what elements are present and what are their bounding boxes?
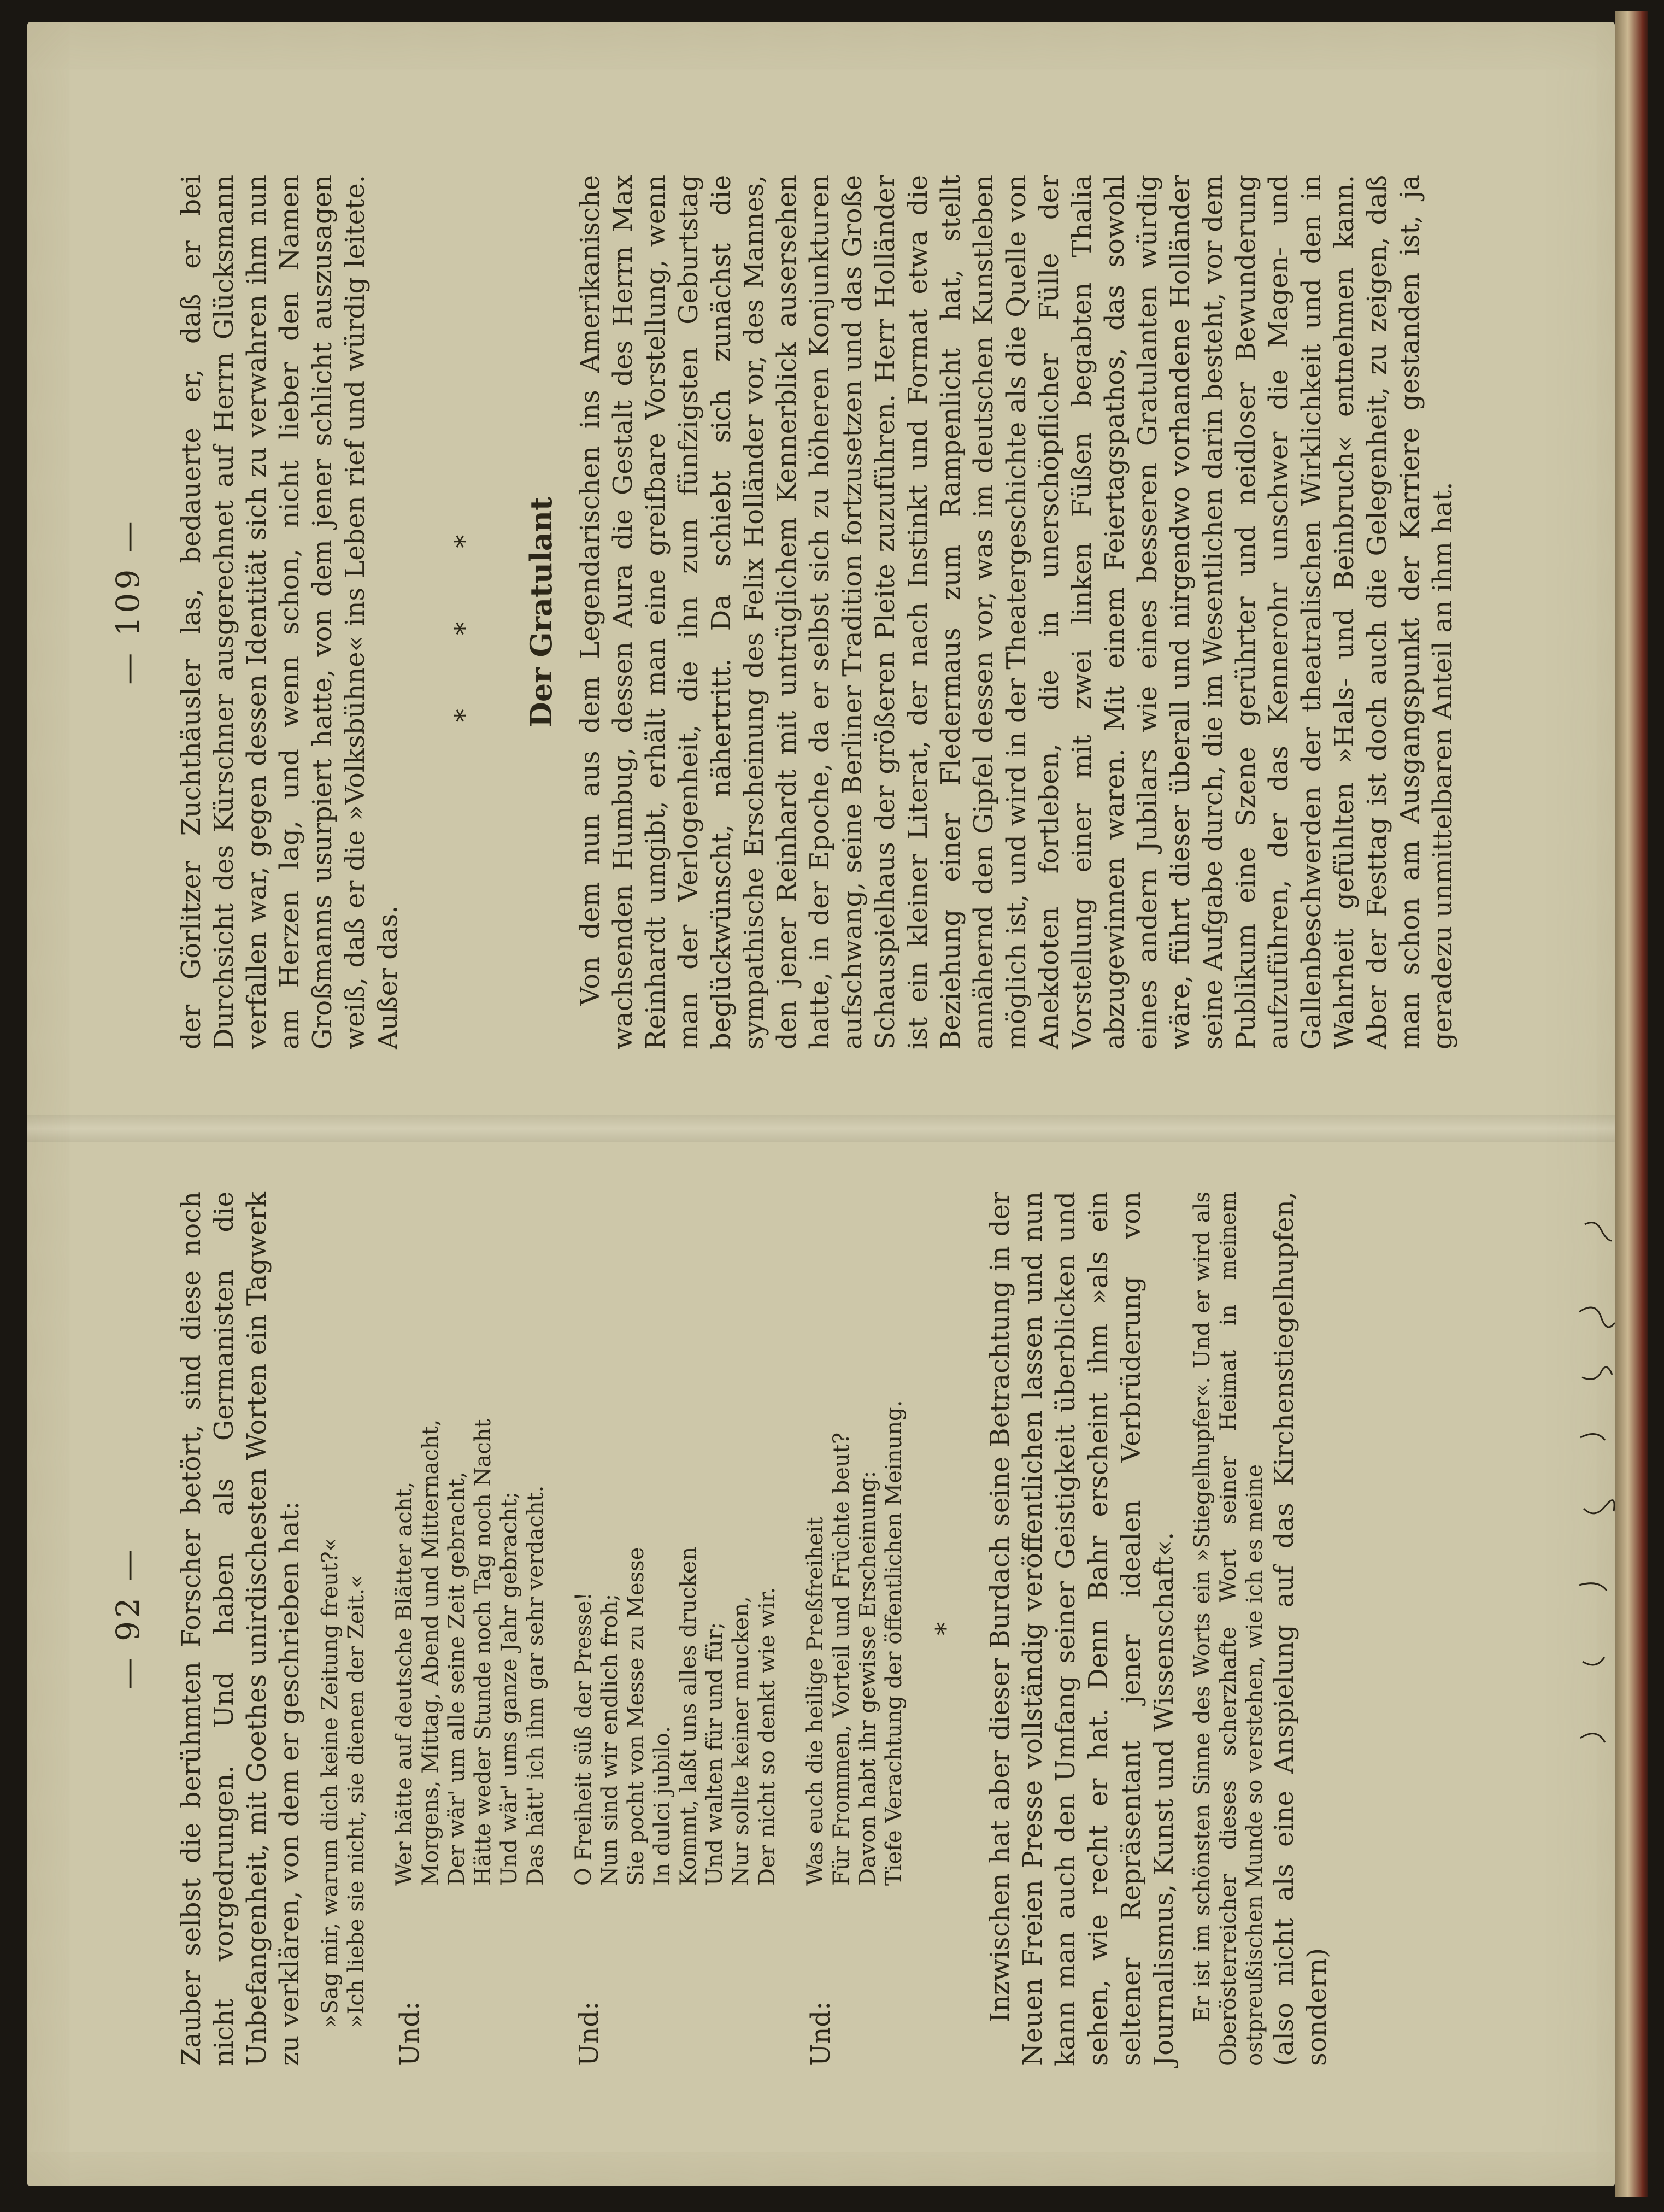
verse-line: Das hätt' ich ihm gar sehr verdacht. — [523, 1485, 548, 1886]
verse-line: Kommt, laßt uns alles drucken — [676, 1546, 701, 1886]
und-label: Und: — [395, 2001, 425, 2066]
und-label: Und: — [574, 2001, 604, 2066]
verse-block-2 — [571, 1192, 780, 2066]
closing-paragraph: (also nicht als eine Anspielung auf das Kirchenstiegelhupfen, sondern) — [1269, 1192, 1332, 2066]
verse-line: Sie pocht von Messe zu Messe — [624, 1547, 649, 1886]
und-label: Und: — [805, 2001, 836, 2066]
verse-3 — [802, 1400, 907, 1886]
quote-line-2: »Ich liebe sie nicht, sie dienen der Zeit.« — [344, 1575, 369, 2028]
next-page-edge — [1615, 11, 1648, 2197]
verse-2 — [571, 1547, 780, 1886]
verse-line: Und walten für und für; — [702, 1622, 727, 1886]
verse-line: In dulci jubilo. — [650, 1726, 675, 1886]
quote-line-1: »Sag mir, warum dich keine Zeitung freut?« — [317, 1538, 343, 2028]
verse-block-3 — [802, 1192, 907, 2066]
goethe-quote — [317, 1192, 369, 2028]
verse-line: Der wär' um alle seine Zeit gebracht, — [444, 1471, 469, 1886]
verse-line: Wer hätte auf deutsche Blätter acht, — [392, 1481, 417, 1886]
rotated-spread — [109, 109, 1458, 2077]
page-109 — [109, 153, 1458, 1049]
section-separator: * — [930, 1622, 961, 1635]
verse-line: Nur sollte keiner mucken, — [728, 1596, 754, 1886]
page-109-body — [175, 175, 1459, 1049]
intro-paragraph: Zauber selbst die berühmten Forscher betört, sind diese noch nicht vorgedrungen. Und haben als Germanisten die Unbefangenheit, mit Goethes unirdischesten Worten ein Tagwerk zu verklären, von dem er geschrieben hat: — [176, 1192, 305, 2066]
article-heading: Der Gratulant — [524, 497, 558, 727]
verse-line: Für Frommen, Vorteil und Früchte beut? — [829, 1432, 854, 1886]
handwritten-margin-notes — [1574, 1202, 1618, 1858]
section-stars: * * * — [449, 502, 480, 723]
verse-line: Davon habt ihr gewisse Erscheinung: — [855, 1470, 880, 1886]
burdach-paragraph: Inzwischen hat aber dieser Burdach seine Betrachtung in der Neuen Freien Presse vollständig veröffentlichen lassen und nun kann man auch den Umfang seiner Geistigkeit überblicken und sehen, wie recht er hat. Denn Bahr erscheint ihm »als ein seltener Repräsentant jener idealen Verbrüderung von Journalismus, Kunst und Wissenschaft«. — [985, 1192, 1179, 2066]
verse-line: Hätte weder Stunde noch Tag noch Nacht — [471, 1419, 496, 1886]
verse-line: Was euch die heilige Preßfreiheit — [803, 1517, 828, 1886]
verse-line: Der nicht so denkt wie wir. — [755, 1587, 780, 1886]
page-92 — [109, 1170, 1448, 2066]
continuation-paragraph: der Görlitzer Zuchthäusler las, bedauerte er, daß er bei Durchsicht des Kürschner ausgerechnet auf Herrn Glücksmann verfallen war, gegen dessen Identität sich zu verwahren ihm nun am Herzen lag, und wenn schon, nicht lieber den Namen Großmanns usurpiert hatte, von dem jener schlicht auszusagen weiß, daß er die »Volksbühne« ins Leben rief und würdig leitete. Außer das. — [176, 175, 403, 1049]
verse-line: Nun sind wir endlich froh; — [597, 1593, 622, 1886]
page-number-109: — 109 — — [109, 518, 146, 685]
stiegelhupfer-paragraph: Er ist im schönsten Sinne des Worts ein »Stiegelhupfer«. Und er wird als Oberösterreicher dieses scherzhafte Wort seiner Heimat in meinem ostpreußischen Munde so verstehen, wie ich es meine — [1190, 1192, 1267, 2066]
page-number-92: — 92 — — [109, 1546, 146, 1690]
verse-line: Und wär' ums ganze Jahr gebracht; — [497, 1491, 522, 1886]
verse-1 — [391, 1419, 549, 1886]
verse-line: Morgens, Mittag, Abend und Mitternacht, — [418, 1419, 443, 1886]
gratulant-paragraph: Von dem nun aus dem Legendarischen ins Amerikanische wachsenden Humbug, dessen Aura die Gestalt des Herrn Max Reinhardt umgibt, erhält man eine greifbare Vorstellung, wenn man der Verlogenheit, die ihn zum fünfzigsten Geburtstag beglückwünscht, nähertritt. Da schiebt sich zunächst die sympathische Erscheinung des Felix Holländer vor, des Mannes, den jener Reinhardt mit untrüglichem Kennerblick ausersehen hatte, in der Epoche, da er selbst sich zu höheren Konjunkturen aufschwang, seine Berliner Tradition fortzusetzen und das Große Schauspielhaus der größeren Pleite zuzuführen. Herr Holländer ist ein kleiner Literat, der nach Instinkt und Format etwa die Beziehung einer Fledermaus zum Rampenlicht hat, stellt annähernd den Gipfel dessen vor, was im deutschen Kunstleben möglich ist, und wird in der Theatergeschichte als die Quelle von Anekdoten fortleben, die in unerschöpflicher Fülle der Vorstellung einer mit zwei linken Füßen begabten Thalia abzugewinnen waren. Mit einem Feiertagspathos, das sowohl eines andern Jubilars wie eines besseren Gratulanten würdig wäre, führt dieser überall und nirgendwo vorhandene Holländer seine Aufgabe durch, die im Wesentlichen darin besteht, vor dem Publikum eine Szene gerührter und neidloser Bewunderung aufzuführen, der das Kennerohr unschwer die Magen- und Gallenbeschwerden der theatralischen Wirklichkeit und den in Wahrheit gefühlten »Hals- und Beinbruch« entnehmen kann. Aber der Festtag ist doch auch die Gelegenheit, zu zeigen, daß man schon am Ausgangspunkt der Karriere gestanden ist, ja geradezu unmittelbaren Anteil an ihm hat. — [575, 175, 1458, 1049]
verse-block-1 — [391, 1192, 549, 2066]
verse-line: Tiefe Verachtung der öffentlichen Meinung. — [881, 1400, 907, 1886]
verse-line: O Freiheit süß der Presse! — [571, 1592, 596, 1886]
page-92-body — [175, 1192, 1333, 2066]
